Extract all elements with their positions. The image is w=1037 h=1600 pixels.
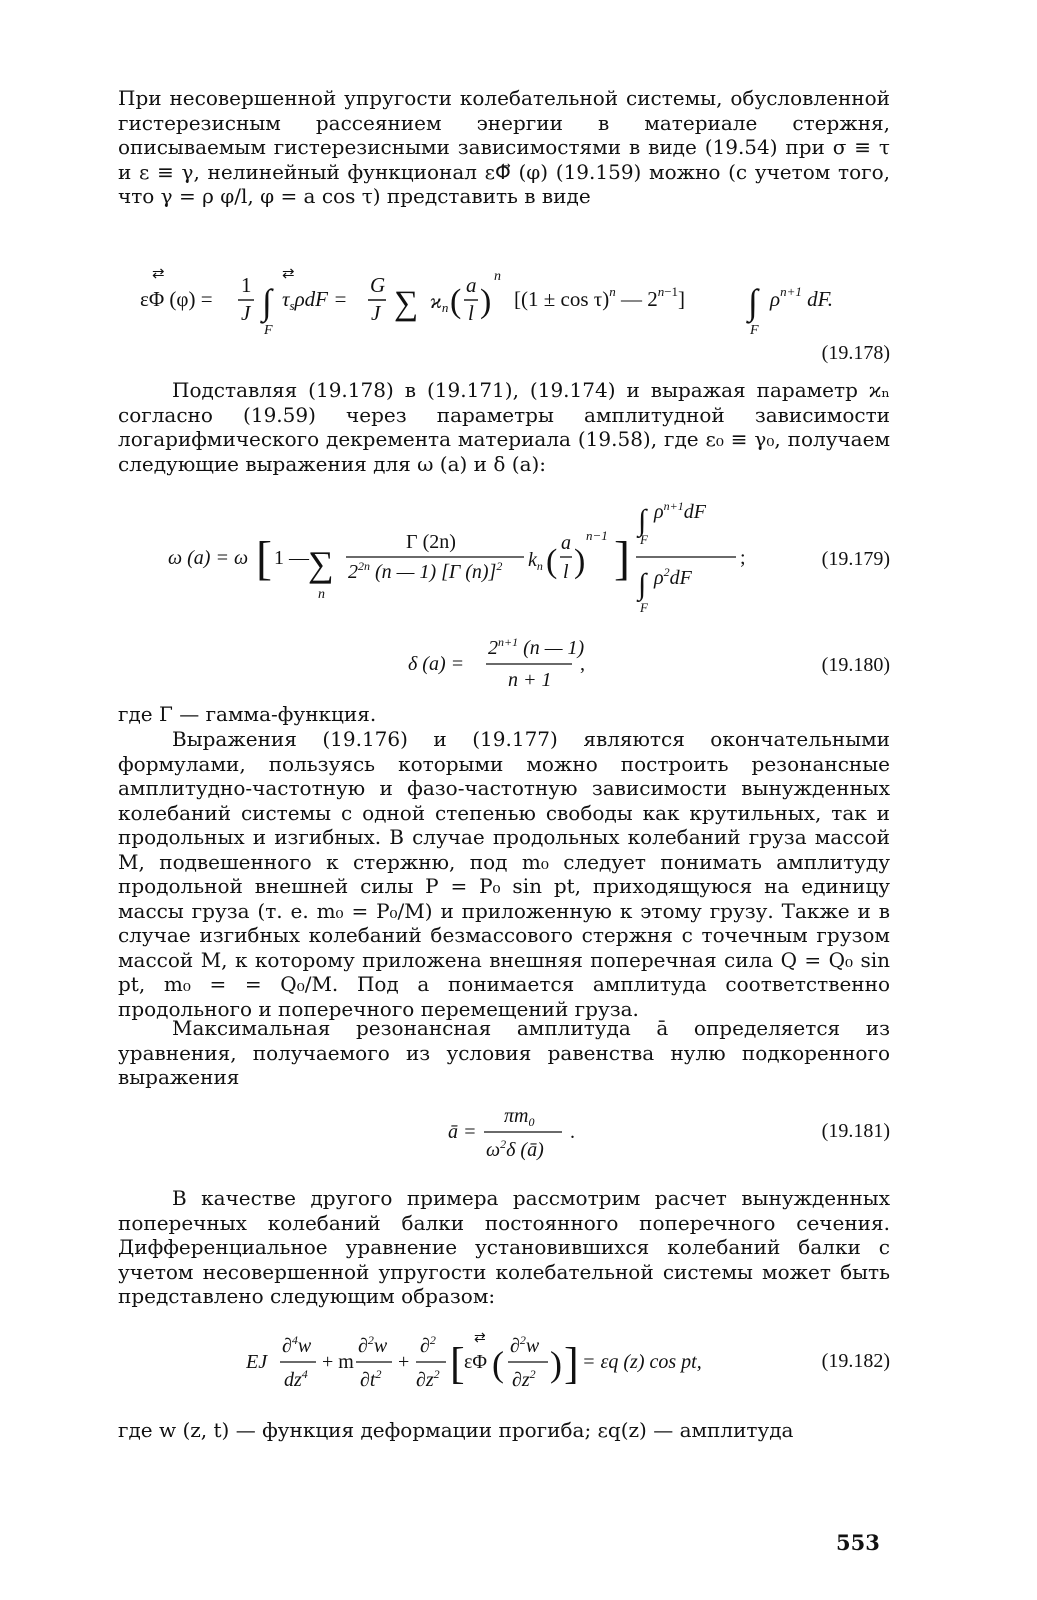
equation-19-182-body bbox=[246, 1322, 806, 1398]
svg-text:ρ2dF: $\rho^2dF$ bbox=[654, 565, 692, 589]
svg-text:∂z2: $\partial z^2$ bbox=[416, 1367, 440, 1391]
svg-text:∂2w: ∂$^2$w bbox=[510, 1333, 540, 1357]
equation-19-178-body bbox=[140, 256, 900, 336]
equation-19-182 bbox=[118, 1322, 890, 1398]
svg-text:n: n bbox=[494, 269, 501, 284]
svg-text:εΦ: εΦ bbox=[464, 1351, 488, 1373]
svg-text:l: l bbox=[468, 301, 474, 325]
equation-number: (19.180) bbox=[821, 654, 890, 676]
svg-text:]: ] bbox=[564, 1339, 579, 1388]
svg-text:ā =: ā = bbox=[448, 1121, 477, 1143]
equation-19-181-body bbox=[448, 1100, 628, 1164]
svg-text:[: [ bbox=[256, 532, 272, 585]
svg-text:;: ; bbox=[740, 547, 746, 569]
svg-text:22n (n — 1) [Γ (n)]2: $2^{2n}$ (n — 1) [Γ (n)]$^2$ bbox=[348, 559, 503, 583]
svg-text:εΦ (φ) =: εΦ (φ) = bbox=[140, 287, 213, 311]
svg-text:n + 1: n + 1 bbox=[508, 669, 552, 691]
equation-19-180-body bbox=[408, 632, 648, 692]
svg-text:]: ] bbox=[614, 532, 630, 585]
svg-text:G: G bbox=[370, 273, 386, 297]
svg-text:+: + bbox=[398, 1351, 410, 1373]
svg-text:∂z2: $\partial z^2$ bbox=[512, 1367, 536, 1391]
svg-text:∑: ∑ bbox=[394, 285, 419, 322]
svg-text:(: ( bbox=[450, 283, 462, 320]
svg-text:∫: ∫ bbox=[748, 282, 758, 322]
equation-19-180 bbox=[118, 632, 890, 692]
svg-text:): ) bbox=[550, 1344, 562, 1384]
svg-text:Γ (2n): Γ (2n) bbox=[406, 531, 456, 553]
svg-text:2n+1 (n — 1): $2^{n+1}$ (n — 1) bbox=[488, 635, 585, 659]
svg-text:J: J bbox=[241, 301, 251, 325]
paragraph-4: Выражения (19.176) и (19.177) являются окончательными формулами, пользуясь которыми можно построить резонансные амплитудно-частотную и фазо-частотную зависимости вынужденных колебаний системы с одной степенью свободы как крутильных, так и продольных и изгибных. В случае продольных колебаний груза массой M, подвешенного к стержню, под m₀ следует понимать амплитуду продольной внешней силы P = P₀ sin pt, приходящуюся на единицу массы груза (т. е. m₀ = P₀/M) и приложенную к этому грузу. Также и в случае изгибных колебаний безмассового стержня с точечным грузом массой M, к которому приложена внешняя поперечная сила Q = Q₀ sin pt, m₀ = = Q₀/M. Под a понимается амплитуда соответственно продольного и поперечного перемещений груза. bbox=[118, 727, 890, 1021]
svg-text:n: n bbox=[318, 587, 325, 602]
equation-number: (19.182) bbox=[821, 1350, 890, 1372]
svg-text:∫: ∫ bbox=[638, 504, 647, 537]
svg-text:∂t2: $\partial t^2$ bbox=[360, 1367, 382, 1391]
paragraph-1: При несовершенной упругости колебательной системы, обусловленной гистерезисным рассеянием энергии в материале стержня, описываемым гистерезисными зависимостями в виде (19.54) при σ ≡ τ и ε ≡ γ, нелинейный функционал εΦ⃡ (φ) (19.159) можно (с учетом того, что γ = ρ φ/l, φ = a cos τ) представить в виде bbox=[118, 86, 890, 208]
svg-text:dz4: $dz^4$ bbox=[284, 1367, 308, 1391]
svg-text:ρn+1dF: $\rho^{n+1}dF$ bbox=[654, 499, 706, 523]
svg-text:ϰn: ϰn bbox=[430, 289, 449, 315]
svg-text:ω2δ (ā): $\omega^2\delta$ (ā) bbox=[486, 1137, 544, 1161]
svg-text:1 —: 1 — bbox=[274, 547, 309, 569]
svg-text:J: J bbox=[371, 301, 381, 325]
equation-number: (19.178) bbox=[821, 342, 890, 364]
equation-19-179-body bbox=[168, 494, 818, 622]
svg-text:(: ( bbox=[546, 543, 558, 580]
svg-text:∂2w: ∂$^2$w bbox=[358, 1333, 388, 1357]
svg-text:(: ( bbox=[492, 1344, 504, 1384]
svg-text:n−1: n−1 bbox=[586, 528, 608, 543]
paragraph-3: где Γ — гамма-функция. bbox=[118, 702, 377, 726]
svg-text:πm0: $\pi m_0$ bbox=[504, 1105, 535, 1129]
svg-text:): ) bbox=[480, 283, 492, 320]
equation-19-178 bbox=[118, 256, 890, 364]
svg-text:F: F bbox=[750, 323, 759, 336]
svg-text:F: F bbox=[640, 532, 648, 547]
svg-text:kn: $k_n$ bbox=[528, 549, 543, 573]
svg-text:EJ: EJ bbox=[246, 1351, 268, 1373]
svg-text:∂2: ∂$^2$ bbox=[420, 1333, 436, 1357]
svg-text:,: , bbox=[580, 653, 585, 675]
svg-text:τsρdF =: τsρdF = bbox=[282, 287, 348, 313]
svg-text:a: a bbox=[466, 273, 477, 297]
svg-text:∫: ∫ bbox=[638, 568, 647, 601]
svg-text:l: l bbox=[563, 561, 569, 583]
equation-19-181 bbox=[118, 1100, 890, 1164]
svg-text:.: . bbox=[570, 1121, 575, 1143]
svg-text:ω (a) = ω: ω (a) = ω bbox=[168, 547, 249, 569]
page-number: 553 bbox=[836, 1530, 880, 1555]
svg-text:∑: ∑ bbox=[308, 544, 334, 584]
svg-text:): ) bbox=[574, 543, 586, 580]
paragraph-6: В качестве другого примера рассмотрим расчет вынужденных поперечных колебаний балки постоянного поперечного сечения. Дифференциальное уравнение установившихся колебаний балки с учетом несовершенной упругости колебательной системы может быть представлено следующим образом: bbox=[118, 1186, 890, 1308]
svg-text:ρn+1 dF.: $\rho^{n+1}$ dF. bbox=[770, 284, 833, 311]
svg-text:δ (a) =: δ (a) = bbox=[408, 653, 465, 675]
svg-text:⇄: ⇄ bbox=[474, 1331, 486, 1346]
svg-text:[(1 ± cos τ)n — 2n−1]: [$(1 \pm \cos \tau)^n$ — $2^n-1$] bbox=[514, 284, 686, 311]
svg-text:F: F bbox=[640, 600, 648, 615]
svg-text:1: 1 bbox=[241, 273, 252, 297]
svg-text:⇄: ⇄ bbox=[282, 266, 295, 282]
svg-text:+ m: + m bbox=[322, 1351, 354, 1373]
paragraph-5: Максимальная резонансная амплитуда ā определяется из уравнения, получаемого из условия равенства нулю подкоренного выражения bbox=[118, 1016, 890, 1089]
svg-text:[: [ bbox=[450, 1339, 465, 1388]
equation-19-179 bbox=[118, 494, 890, 622]
svg-text:∫: ∫ bbox=[262, 282, 272, 322]
svg-text:F: F bbox=[264, 323, 273, 336]
svg-text:⇄: ⇄ bbox=[152, 266, 165, 282]
paragraph-7: где w (z, t) — функция деформации прогиба; εq(z) — амплитуда bbox=[118, 1418, 794, 1442]
svg-text:= εq (z) cos pt,: = εq (z) cos pt, bbox=[582, 1351, 702, 1373]
paragraph-2: Подставляя (19.178) в (19.171), (19.174) и выражая параметр ϰₙ согласно (19.59) через параметры амплитудной зависимости логарифмического декремента материала (19.58), где ε₀ ≡ γ₀, получаем следующие выражения для ω (a) и δ (a): bbox=[118, 378, 890, 476]
svg-text:a: a bbox=[561, 532, 571, 554]
svg-text:∂4w: ∂$^4$w bbox=[282, 1333, 312, 1357]
equation-number: (19.181) bbox=[821, 1120, 890, 1142]
equation-number: (19.179) bbox=[821, 548, 890, 570]
